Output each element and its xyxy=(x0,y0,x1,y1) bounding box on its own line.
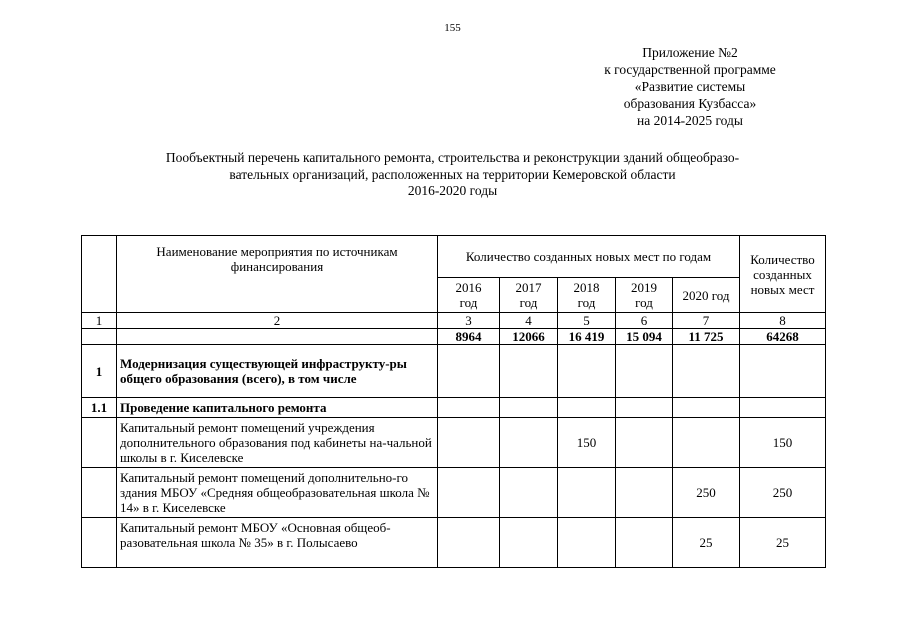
row-value xyxy=(558,468,616,518)
appendix-line: к государственной программе xyxy=(604,62,776,77)
row-name: Капитальный ремонт помещений учреждения дополнительного образования под кабинеты на-чальной школы в г. Киселевске xyxy=(117,418,438,468)
totals-cell: 15 094 xyxy=(616,329,673,345)
row-value xyxy=(438,418,500,468)
col-number: 2 xyxy=(117,313,438,329)
table-row xyxy=(82,518,826,568)
totals-cell xyxy=(82,329,117,345)
row-value xyxy=(616,418,673,468)
table-row xyxy=(82,398,826,418)
row-value xyxy=(673,345,740,398)
row-value xyxy=(438,468,500,518)
table-row xyxy=(82,345,826,398)
row-name: Модернизация существующей инфраструкту-ры общего образования (всего), в том числе xyxy=(117,345,438,398)
year-suffix: год xyxy=(459,295,478,310)
row-value xyxy=(673,398,740,418)
header-total: Количество созданных новых мест xyxy=(740,236,826,313)
row-value xyxy=(438,345,500,398)
year-suffix: год xyxy=(635,295,653,310)
row-value xyxy=(673,418,740,468)
row-value xyxy=(558,518,616,568)
year-suffix: год xyxy=(519,295,538,310)
row-value: 150 xyxy=(558,418,616,468)
header-year-2017 xyxy=(500,278,558,313)
row-value xyxy=(616,518,673,568)
capital-repair-table xyxy=(81,235,826,568)
year-label: 2017 xyxy=(515,280,542,295)
appendix-line: «Развитие системы xyxy=(634,79,746,94)
row-value: 150 xyxy=(740,418,826,468)
row-name: Капитальный ремонт МБОУ «Основная общеоб-разовательная школа № 35» в г. Полысаево xyxy=(117,518,438,568)
header-num-cell xyxy=(82,236,117,313)
col-number: 7 xyxy=(673,313,740,329)
row-value xyxy=(500,345,558,398)
row-value xyxy=(500,398,558,418)
title-line: 2016-2020 годы xyxy=(407,183,498,198)
page-number: 155 xyxy=(444,22,461,34)
header-year-2016 xyxy=(438,278,500,313)
row-value xyxy=(500,468,558,518)
table-row xyxy=(82,418,826,468)
appendix-line: образования Кузбасса» xyxy=(623,96,757,111)
row-value: 25 xyxy=(673,518,740,568)
row-value xyxy=(616,398,673,418)
row-value xyxy=(500,518,558,568)
table-row xyxy=(82,468,826,518)
appendix-note xyxy=(560,44,820,129)
title-line: вательных организаций, расположенных на территории Кемеровской области xyxy=(229,166,676,182)
year-label: 2018 xyxy=(573,280,600,295)
col-number: 8 xyxy=(740,313,826,329)
totals-cell: 16 419 xyxy=(558,329,616,345)
row-num xyxy=(82,418,117,468)
row-value xyxy=(740,345,826,398)
year-suffix: год xyxy=(577,295,596,310)
row-value xyxy=(438,398,500,418)
row-name: Проведение капитального ремонта xyxy=(117,398,438,418)
header-year-2018 xyxy=(558,278,616,313)
col-number: 5 xyxy=(558,313,616,329)
row-value: 25 xyxy=(740,518,826,568)
col-number: 3 xyxy=(438,313,500,329)
row-value xyxy=(438,518,500,568)
row-value xyxy=(558,345,616,398)
title-line: Пообъектный перечень капитального ремонта, строительства и реконструкции зданий общеобразо- xyxy=(165,150,740,165)
row-value xyxy=(558,398,616,418)
document-title xyxy=(120,150,785,200)
row-num xyxy=(82,468,117,518)
appendix-line: Приложение №2 xyxy=(642,45,738,60)
col-number: 6 xyxy=(616,313,673,329)
totals-cell xyxy=(117,329,438,345)
totals-cell: 64268 xyxy=(740,329,826,345)
row-value xyxy=(616,345,673,398)
row-value: 250 xyxy=(740,468,826,518)
header-year-2020: 2020 год xyxy=(673,278,740,313)
row-value xyxy=(740,398,826,418)
row-value xyxy=(500,418,558,468)
row-num xyxy=(82,518,117,568)
header-group: Количество созданных новых мест по годам xyxy=(438,236,740,278)
row-name: Капитальный ремонт помещений дополнительно-го здания МБОУ «Средняя общеобразовательная школа № 14» в г. Киселевске xyxy=(117,468,438,518)
row-num: 1 xyxy=(82,345,117,398)
col-number: 4 xyxy=(500,313,558,329)
col-number: 1 xyxy=(82,313,117,329)
year-label: 2019 xyxy=(631,280,657,295)
row-num: 1.1 xyxy=(82,398,117,418)
header-year-2019 xyxy=(616,278,673,313)
row-value xyxy=(616,468,673,518)
year-label: 2016 xyxy=(455,280,482,295)
totals-cell: 8964 xyxy=(438,329,500,345)
totals-cell: 12066 xyxy=(500,329,558,345)
row-value: 250 xyxy=(673,468,740,518)
totals-cell: 11 725 xyxy=(673,329,740,345)
appendix-line: на 2014-2025 годы xyxy=(637,113,743,128)
header-name: Наименование мероприятия по источникам финансирования xyxy=(117,236,438,313)
